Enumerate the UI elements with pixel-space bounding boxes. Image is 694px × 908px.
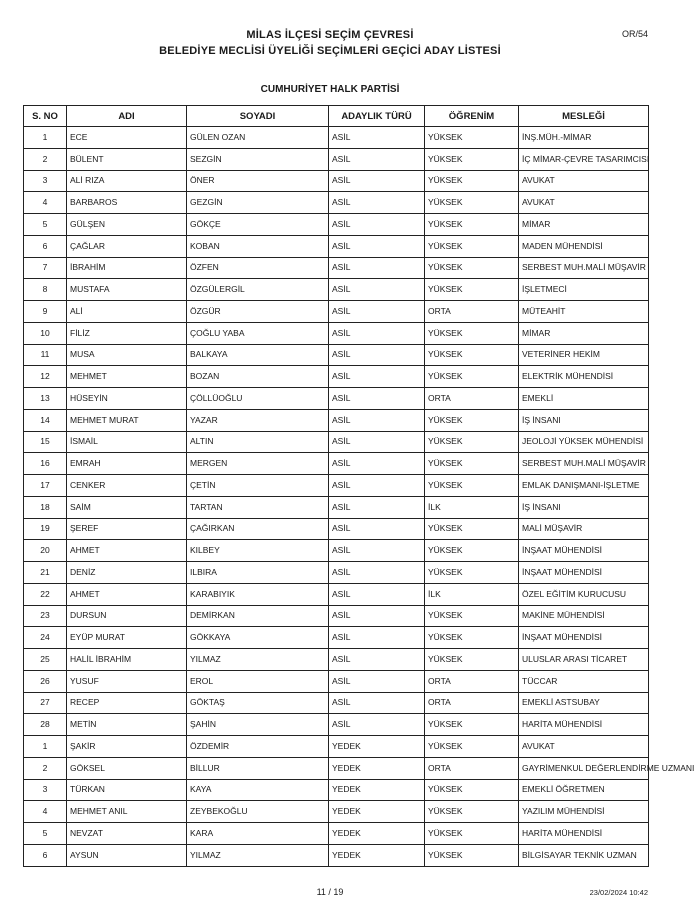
cell-profession: HARİTA MÜHENDİSİ	[519, 714, 649, 736]
cell-surname: SEZGİN	[187, 148, 329, 170]
cell-name: CENKER	[67, 475, 187, 497]
table-row	[24, 605, 649, 627]
cell-sno: 6	[24, 235, 67, 257]
cell-surname: KAYA	[187, 779, 329, 801]
cell-name: AHMET	[67, 540, 187, 562]
cell-surname: MERGEN	[187, 453, 329, 475]
cell-education: ORTA	[425, 692, 519, 714]
cell-surname: GÖKKAYA	[187, 627, 329, 649]
cell-sno: 7	[24, 257, 67, 279]
cell-candidacy-type: YEDEK	[329, 736, 425, 758]
cell-sno: 25	[24, 649, 67, 671]
table-row	[24, 148, 649, 170]
table-row	[24, 301, 649, 323]
cell-candidacy-type: ASİL	[329, 409, 425, 431]
cell-name: AHMET	[67, 583, 187, 605]
cell-surname: ŞAHİN	[187, 714, 329, 736]
column-header-name: ADI	[67, 106, 187, 127]
cell-profession: MİMAR	[519, 214, 649, 236]
table-row	[24, 366, 649, 388]
cell-surname: KILBEY	[187, 540, 329, 562]
cell-sno: 15	[24, 431, 67, 453]
cell-sno: 28	[24, 714, 67, 736]
cell-sno: 11	[24, 344, 67, 366]
cell-profession: AVUKAT	[519, 736, 649, 758]
cell-sno: 3	[24, 779, 67, 801]
column-header-profession: MESLEĞİ	[519, 106, 649, 127]
table-row	[24, 692, 649, 714]
table-row	[24, 496, 649, 518]
cell-surname: ÇETİN	[187, 475, 329, 497]
cell-surname: ALTIN	[187, 431, 329, 453]
column-header-surname: SOYADI	[187, 106, 329, 127]
cell-education: YÜKSEK	[425, 344, 519, 366]
cell-profession: MALİ MÜŞAVİR	[519, 518, 649, 540]
cell-sno: 17	[24, 475, 67, 497]
cell-education: ORTA	[425, 670, 519, 692]
cell-name: EYÜP MURAT	[67, 627, 187, 649]
cell-profession: İŞ İNSANI	[519, 496, 649, 518]
cell-sno: 23	[24, 605, 67, 627]
cell-surname: ÖZDEMİR	[187, 736, 329, 758]
cell-name: NEVZAT	[67, 823, 187, 845]
cell-education: YÜKSEK	[425, 192, 519, 214]
cell-candidacy-type: ASİL	[329, 518, 425, 540]
cell-profession: JEOLOJİ YÜKSEK MÜHENDİSİ	[519, 431, 649, 453]
cell-sno: 18	[24, 496, 67, 518]
cell-education: YÜKSEK	[425, 736, 519, 758]
cell-sno: 24	[24, 627, 67, 649]
table-row	[24, 801, 649, 823]
cell-surname: ÖNER	[187, 170, 329, 192]
cell-candidacy-type: ASİL	[329, 235, 425, 257]
cell-profession: ÖZEL EĞİTİM KURUCUSU	[519, 583, 649, 605]
cell-surname: ÇÖLLÜOĞLU	[187, 388, 329, 410]
cell-education: YÜKSEK	[425, 627, 519, 649]
cell-surname: BOZAN	[187, 366, 329, 388]
cell-candidacy-type: ASİL	[329, 214, 425, 236]
cell-sno: 14	[24, 409, 67, 431]
cell-education: İLK	[425, 496, 519, 518]
cell-profession: İNŞAAT MÜHENDİSİ	[519, 627, 649, 649]
cell-name: ALİ RIZA	[67, 170, 187, 192]
cell-candidacy-type: YEDEK	[329, 779, 425, 801]
cell-name: FİLİZ	[67, 322, 187, 344]
cell-profession: AVUKAT	[519, 192, 649, 214]
table-row	[24, 453, 649, 475]
document-code: OR/54	[621, 29, 648, 39]
cell-sno: 3	[24, 170, 67, 192]
cell-candidacy-type: YEDEK	[329, 801, 425, 823]
cell-sno: 5	[24, 214, 67, 236]
cell-name: İBRAHİM	[67, 257, 187, 279]
cell-surname: GÖKÇE	[187, 214, 329, 236]
cell-candidacy-type: ASİL	[329, 475, 425, 497]
cell-profession: MAKİNE MÜHENDİSİ	[519, 605, 649, 627]
cell-sno: 16	[24, 453, 67, 475]
cell-sno: 26	[24, 670, 67, 692]
cell-candidacy-type: ASİL	[329, 322, 425, 344]
table-row	[24, 779, 649, 801]
cell-education: ORTA	[425, 757, 519, 779]
cell-sno: 9	[24, 301, 67, 323]
cell-surname: GÖKTAŞ	[187, 692, 329, 714]
cell-name: MEHMET ANIL	[67, 801, 187, 823]
cell-sno: 13	[24, 388, 67, 410]
table-row	[24, 540, 649, 562]
column-header-candidacy-type: ADAYLIK TÜRÜ	[329, 106, 425, 127]
table-row	[24, 214, 649, 236]
cell-candidacy-type: ASİL	[329, 301, 425, 323]
cell-education: YÜKSEK	[425, 235, 519, 257]
cell-candidacy-type: ASİL	[329, 344, 425, 366]
table-row	[24, 127, 649, 149]
cell-sno: 5	[24, 823, 67, 845]
cell-surname: BALKAYA	[187, 344, 329, 366]
cell-sno: 2	[24, 148, 67, 170]
cell-profession: ELEKTRİK MÜHENDİSİ	[519, 366, 649, 388]
cell-name: ÇAĞLAR	[67, 235, 187, 257]
cell-name: BARBAROS	[67, 192, 187, 214]
cell-education: YÜKSEK	[425, 148, 519, 170]
cell-profession: YAZILIM MÜHENDİSİ	[519, 801, 649, 823]
cell-profession: İÇ MİMAR-ÇEVRE TASARIMCISI	[519, 148, 649, 170]
cell-profession: BİLGİSAYAR TEKNİK UZMAN	[519, 844, 649, 866]
cell-surname: ÖZGÜR	[187, 301, 329, 323]
cell-name: EMRAH	[67, 453, 187, 475]
cell-surname: TARTAN	[187, 496, 329, 518]
cell-surname: BİLLUR	[187, 757, 329, 779]
table-row	[24, 344, 649, 366]
cell-name: RECEP	[67, 692, 187, 714]
cell-education: YÜKSEK	[425, 844, 519, 866]
document-title-line1: MİLAS İLÇESİ SEÇİM ÇEVRESİ	[246, 29, 414, 41]
cell-sno: 12	[24, 366, 67, 388]
cell-profession: EMEKLİ ÖĞRETMEN	[519, 779, 649, 801]
table-row	[24, 475, 649, 497]
table-row	[24, 192, 649, 214]
cell-profession: MADEN MÜHENDİSİ	[519, 235, 649, 257]
cell-candidacy-type: ASİL	[329, 496, 425, 518]
cell-candidacy-type: ASİL	[329, 366, 425, 388]
cell-name: MEHMET	[67, 366, 187, 388]
cell-education: ORTA	[425, 301, 519, 323]
cell-name: MUSA	[67, 344, 187, 366]
document-title-line2: BELEDİYE MECLİSİ ÜYELİĞİ SEÇİMLERİ GEÇİCİ ADAY LİSTESİ	[159, 45, 501, 57]
cell-profession: SERBEST MUH.MALİ MÜŞAVİR	[519, 453, 649, 475]
cell-surname: KARABIYIK	[187, 583, 329, 605]
table-row	[24, 757, 649, 779]
table-row	[24, 627, 649, 649]
cell-profession: İNŞ.MÜH.-MİMAR	[519, 127, 649, 149]
cell-surname: YILMAZ	[187, 649, 329, 671]
cell-candidacy-type: ASİL	[329, 431, 425, 453]
table-header-row	[24, 106, 649, 127]
cell-education: YÜKSEK	[425, 127, 519, 149]
cell-education: YÜKSEK	[425, 279, 519, 301]
cell-name: AYSUN	[67, 844, 187, 866]
cell-education: YÜKSEK	[425, 801, 519, 823]
cell-education: YÜKSEK	[425, 475, 519, 497]
cell-candidacy-type: ASİL	[329, 257, 425, 279]
table-row	[24, 823, 649, 845]
cell-profession: İŞLETMECİ	[519, 279, 649, 301]
cell-surname: EROL	[187, 670, 329, 692]
page-number: 11 / 19	[316, 887, 344, 897]
cell-surname: KARA	[187, 823, 329, 845]
table-row	[24, 562, 649, 584]
table-row	[24, 409, 649, 431]
cell-sno: 10	[24, 322, 67, 344]
column-header-education: ÖĞRENİM	[425, 106, 519, 127]
cell-surname: KOBAN	[187, 235, 329, 257]
cell-name: DENİZ	[67, 562, 187, 584]
cell-candidacy-type: ASİL	[329, 453, 425, 475]
table-row	[24, 170, 649, 192]
cell-candidacy-type: ASİL	[329, 714, 425, 736]
table-row	[24, 431, 649, 453]
cell-profession: AVUKAT	[519, 170, 649, 192]
cell-profession: SERBEST MUH.MALİ MÜŞAVİR	[519, 257, 649, 279]
table-row	[24, 322, 649, 344]
cell-name: METİN	[67, 714, 187, 736]
cell-education: YÜKSEK	[425, 431, 519, 453]
cell-name: TÜRKAN	[67, 779, 187, 801]
cell-surname: GEZGİN	[187, 192, 329, 214]
cell-name: DURSUN	[67, 605, 187, 627]
cell-surname: ZEYBEKOĞLU	[187, 801, 329, 823]
cell-name: ALİ	[67, 301, 187, 323]
table-row	[24, 279, 649, 301]
table-row	[24, 518, 649, 540]
cell-candidacy-type: ASİL	[329, 170, 425, 192]
cell-education: YÜKSEK	[425, 562, 519, 584]
cell-profession: İNŞAAT MÜHENDİSİ	[519, 562, 649, 584]
cell-surname: DEMİRKAN	[187, 605, 329, 627]
cell-candidacy-type: ASİL	[329, 692, 425, 714]
table-row	[24, 649, 649, 671]
cell-education: YÜKSEK	[425, 518, 519, 540]
cell-sno: 8	[24, 279, 67, 301]
cell-sno: 2	[24, 757, 67, 779]
cell-education: YÜKSEK	[425, 322, 519, 344]
cell-education: YÜKSEK	[425, 540, 519, 562]
cell-name: SAİM	[67, 496, 187, 518]
cell-candidacy-type: ASİL	[329, 670, 425, 692]
cell-sno: 22	[24, 583, 67, 605]
cell-candidacy-type: ASİL	[329, 605, 425, 627]
table-row	[24, 714, 649, 736]
cell-name: ECE	[67, 127, 187, 149]
cell-profession: TÜCCAR	[519, 670, 649, 692]
cell-profession: EMEKLİ ASTSUBAY	[519, 692, 649, 714]
table-row	[24, 844, 649, 866]
cell-name: İSMAİL	[67, 431, 187, 453]
cell-candidacy-type: YEDEK	[329, 844, 425, 866]
cell-surname: ILBIRA	[187, 562, 329, 584]
cell-profession: HARİTA MÜHENDİSİ	[519, 823, 649, 845]
cell-education: YÜKSEK	[425, 649, 519, 671]
party-name: CUMHURİYET HALK PARTİSİ	[260, 84, 400, 95]
table-row	[24, 583, 649, 605]
cell-surname: ÇAĞIRKAN	[187, 518, 329, 540]
cell-candidacy-type: ASİL	[329, 127, 425, 149]
cell-profession: İŞ İNSANI	[519, 409, 649, 431]
cell-education: YÜKSEK	[425, 214, 519, 236]
cell-profession: İNŞAAT MÜHENDİSİ	[519, 540, 649, 562]
cell-candidacy-type: ASİL	[329, 583, 425, 605]
cell-candidacy-type: ASİL	[329, 540, 425, 562]
cell-profession: EMEKLİ	[519, 388, 649, 410]
cell-surname: YAZAR	[187, 409, 329, 431]
cell-profession: VETERİNER HEKİM	[519, 344, 649, 366]
cell-education: YÜKSEK	[425, 257, 519, 279]
cell-surname: ÖZFEN	[187, 257, 329, 279]
cell-candidacy-type: ASİL	[329, 649, 425, 671]
table-row	[24, 736, 649, 758]
cell-education: YÜKSEK	[425, 779, 519, 801]
cell-sno: 6	[24, 844, 67, 866]
cell-candidacy-type: ASİL	[329, 192, 425, 214]
table-row	[24, 670, 649, 692]
cell-profession: ULUSLAR ARASI TİCARET	[519, 649, 649, 671]
cell-surname: ÇOĞLU YABA	[187, 322, 329, 344]
cell-education: İLK	[425, 583, 519, 605]
table-row	[24, 388, 649, 410]
cell-sno: 4	[24, 801, 67, 823]
cell-name: ŞAKİR	[67, 736, 187, 758]
cell-candidacy-type: ASİL	[329, 627, 425, 649]
cell-sno: 4	[24, 192, 67, 214]
cell-name: GÜLŞEN	[67, 214, 187, 236]
cell-education: ORTA	[425, 388, 519, 410]
cell-name: ŞEREF	[67, 518, 187, 540]
cell-name: GÖKSEL	[67, 757, 187, 779]
cell-name: HALİL İBRAHİM	[67, 649, 187, 671]
cell-candidacy-type: ASİL	[329, 148, 425, 170]
cell-name: YUSUF	[67, 670, 187, 692]
cell-education: YÜKSEK	[425, 605, 519, 627]
print-timestamp: 23/02/2024 10:42	[589, 888, 648, 897]
table-row	[24, 235, 649, 257]
table-row	[24, 257, 649, 279]
cell-name: HÜSEYİN	[67, 388, 187, 410]
cell-name: MEHMET MURAT	[67, 409, 187, 431]
cell-candidacy-type: YEDEK	[329, 823, 425, 845]
cell-sno: 27	[24, 692, 67, 714]
cell-candidacy-type: ASİL	[329, 562, 425, 584]
cell-education: YÜKSEK	[425, 170, 519, 192]
cell-name: MUSTAFA	[67, 279, 187, 301]
cell-profession: MİMAR	[519, 322, 649, 344]
cell-surname: GÜLEN OZAN	[187, 127, 329, 149]
cell-candidacy-type: YEDEK	[329, 757, 425, 779]
candidate-table	[23, 105, 694, 867]
cell-education: YÜKSEK	[425, 453, 519, 475]
cell-candidacy-type: ASİL	[329, 388, 425, 410]
cell-surname: YILMAZ	[187, 844, 329, 866]
cell-education: YÜKSEK	[425, 823, 519, 845]
cell-sno: 20	[24, 540, 67, 562]
cell-profession: EMLAK DANIŞMANI-İŞLETME	[519, 475, 649, 497]
cell-surname: ÖZGÜLERGİL	[187, 279, 329, 301]
column-header-sno: S. NO	[24, 106, 67, 127]
cell-name: BÜLENT	[67, 148, 187, 170]
cell-education: YÜKSEK	[425, 366, 519, 388]
cell-sno: 1	[24, 736, 67, 758]
cell-candidacy-type: ASİL	[329, 279, 425, 301]
cell-education: YÜKSEK	[425, 409, 519, 431]
cell-sno: 19	[24, 518, 67, 540]
cell-profession: MÜTEAHİT	[519, 301, 649, 323]
cell-education: YÜKSEK	[425, 714, 519, 736]
cell-sno: 1	[24, 127, 67, 149]
cell-profession: GAYRİMENKUL DEĞERLENDİRME UZMANI	[519, 757, 649, 779]
cell-sno: 21	[24, 562, 67, 584]
